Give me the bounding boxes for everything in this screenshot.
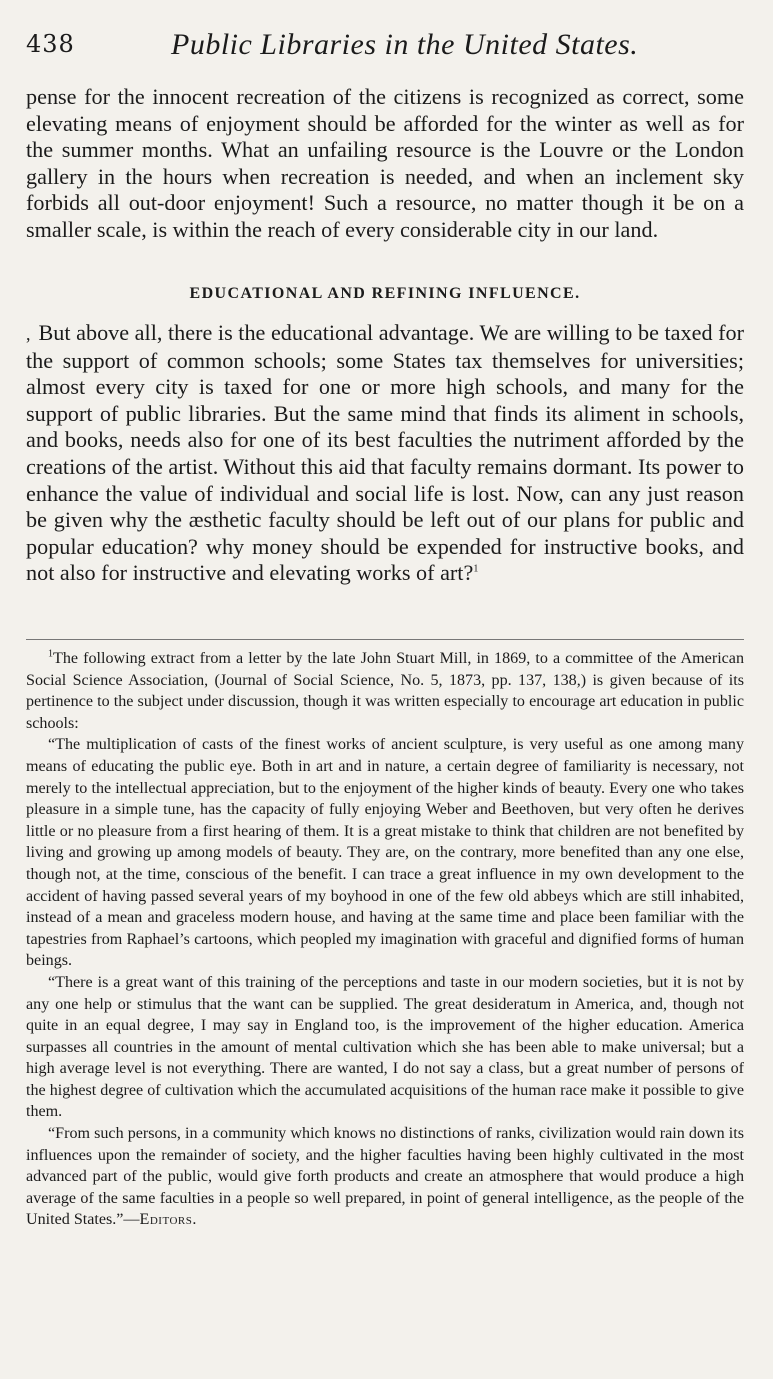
footnote-reference: 1 (473, 563, 479, 575)
footnote-intro-text: The following extract from a letter by the late John Stuart Mill, in 1869, to a committee of the American Social Science Association, (Journal of Social Science, No. 5, 1873, pp. 137, 138,) is given because of its pertinence to the subject under discussion, though it was written especially to encourage art education in public schools: (26, 650, 744, 732)
footnote-marker: 1 (48, 648, 53, 660)
footnote-block (26, 648, 744, 1231)
footnote-quote-2: “There is a great want of this training of the perceptions and taste in our modern societies, but it is not by any one help or stimulus that the want can be supplied. The great desideratum in America, and, though not quite in an equal degree, I may say in England too, is the improvement of the higher education. America surpasses all countries in the amount of mental cultivation which she has been able to make universal; but a high average level is not everything. There are wanted, I do not say a class, but a great number of persons of the highest degree of cultivation which the accumulated acquisitions of the human race make it possible to give them. (26, 973, 744, 1121)
paragraph-2-text: But above all, there is the educational advantage. We are willing to be taxed for the support of common schools; some States tax themselves for universities; almost every city is taxed for one or more high schools, and many for the support of public libraries. But the same mind that finds its aliment in schools, and books, needs also for one of its best faculties the nutriment afforded by the creations of the artist. Without this aid that faculty remains dormant. Its power to enhance the value of individual and social life is lost. Now, can any just reason be given why the æsthetic faculty should be left out of our plans for public and popular education? why money should be expended for instructive books, and not also for instructive and elevating works of art? (26, 320, 744, 586)
paragraph-1: pense for the innocent recreation of the citizens is recognized as correct, some elevating means of enjoyment should be afforded for the winter as well as for the summer months. What an unfailing resource is the Louvre or the London gallery in the hours when recreation is needed, and when an inclement sky forbids all out-door enjoyment! Such a resource, no matter though it be on a smaller scale, is within the reach of every considerable city in our land. (26, 84, 744, 242)
paragraph-2 (26, 320, 744, 587)
page-header (26, 30, 746, 70)
footnote-signature: Editors. (139, 1211, 197, 1229)
footnote-intro (26, 648, 744, 734)
page-number: 438 (26, 30, 75, 58)
section-heading: EDUCATIONAL AND REFINING INFLUENCE. (189, 285, 581, 302)
running-title: Public Libraries in the United States. (171, 28, 639, 61)
footnote-divider (26, 639, 744, 640)
footnote-quote-3-text: “From such persons, in a community which knows no distinctions of ranks, civilization would rain down its influences upon the remainder of society, and the higher faculties having been highly cultivated in the most advanced part of the public, would give forth products and create an atmosphere that would produce a high average of the same faculties in a people so well prepared, in point of general intelligence, as the people of the United States.”— (26, 1125, 744, 1229)
footnote-quote-3 (26, 1123, 744, 1231)
footnote-quote-1: “The multiplication of casts of the finest works of ancient sculpture, is very useful as one among many means of educating the public eye. Both in art and in nature, a certain degree of familiarity is necessary, not merely to the intellectual appreciation, but to the enjoyment of the higher kinds of beauty. Every one who takes pleasure in a simple tune, has the capacity of fully enjoying Weber and Beethoven, but very often he derives little or no pleasure from a first hearing of them. It is a great mistake to think that children are not benefited by living and growing up among models of beauty. They are, on the contrary, more benefited than any one else, though not, at the time, conscious of the benefit. I can trace a great influence in my own development to the accident of having passed several years of my boyhood in one of the few old abbeys which are still inhabited, instead of a mean and graceless modern house, and having at the same time and place been familiar with the tapestries from Raphael’s cartoons, which peopled my imagination with graceful and dignified forms of human beings. (26, 736, 744, 970)
stray-mark: , (26, 324, 31, 344)
